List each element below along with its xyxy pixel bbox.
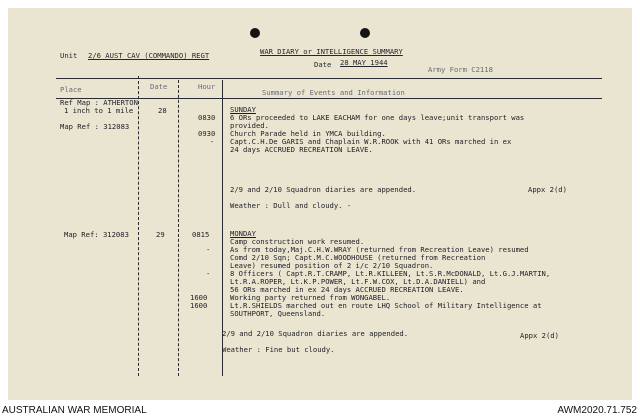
- hour: 1600: [190, 293, 208, 302]
- punch-hole-right: [360, 28, 370, 38]
- entry-text: 2/9 and 2/10 Squadron diaries are appended.: [230, 185, 417, 194]
- hour-dash: -: [206, 269, 211, 278]
- entry-text: Working party returned from WONGABEL.: [230, 293, 391, 302]
- place-map-ref-1: Map Ref : 312083: [60, 122, 130, 131]
- unit-value: 2/6 AUST CAV (COMMANDO) REGT: [88, 51, 210, 60]
- place-map-ref-2: Map Ref: 312083: [64, 230, 129, 239]
- hour: 0930: [198, 129, 216, 138]
- date-label: Date: [314, 60, 332, 69]
- hour: 0815: [192, 230, 210, 239]
- entry-text: Comd 2/10 Sqn; Capt.M.C.WOODHOUSE (returned from Recreation: [230, 253, 486, 262]
- entry-text: Camp construction work resumed.: [230, 237, 365, 246]
- col-sep-place: [138, 76, 139, 376]
- entry-text: 8 Officers ( Capt.R.T.CRAMP, Lt.R.KILLEEN, Lt.S.R.McDONALD, Lt.G.J.MARTIN,: [230, 269, 551, 278]
- weather-entry: Weather : Dull and cloudy. -: [230, 201, 352, 210]
- hour: 0830: [198, 113, 216, 122]
- entry-text: Leave) resumed position of 2 i/c 2/10 Squadron.: [230, 261, 434, 270]
- date-29: 29: [156, 230, 165, 239]
- appendix-ref-1: Appx 2(d): [528, 185, 567, 194]
- unit-label: Unit: [60, 51, 78, 60]
- place-ref-map: Ref Map : ATHERTON: [60, 98, 138, 107]
- entry-text: 2/9 and 2/10 Squadron diaries are appended.: [222, 329, 409, 338]
- hour-dash: -: [210, 137, 215, 146]
- punch-hole-left: [250, 28, 260, 38]
- entry-text: 56 ORs marched in ex 24 days ACCRUED RECREATION LEAVE.: [230, 285, 464, 294]
- entry-text: As from today,Maj.C.H.W.WRAY (returned from Recreation Leave) resumed: [230, 245, 529, 254]
- form-number: Army Form C2118: [428, 65, 493, 74]
- column-date: Date: [150, 82, 168, 91]
- entry-text: 6 ORs proceeded to LAKE EACHAM for one days leave;unit transport was: [230, 113, 525, 122]
- footer-accession: AWM2020.71.752: [557, 405, 637, 416]
- entry-text: Lt.R.A.ROPER, Lt.K.P.POWER, Lt.F.W.COX, Lt.D.A.DANIELL) and: [230, 277, 486, 286]
- hour: 1600: [190, 301, 208, 310]
- place-scale: 1 inch to 1 mile: [64, 106, 134, 115]
- entry-text: Lt.R.SHIELDS marched out en route LHQ School of Military Intelligence at: [230, 301, 542, 310]
- entry-text: 24 days ACCRUED RECREATION LEAVE.: [230, 145, 373, 154]
- date-28: 28: [158, 106, 167, 115]
- entry-text: Church Parade held in YMCA building.: [230, 129, 386, 138]
- column-hour: Hour: [198, 82, 216, 91]
- appendix-ref-2: Appx 2(d): [520, 331, 559, 340]
- entry-text: Capt.C.H.De GARIS and Chaplain W.R.ROOK with 41 ORs marched in ex: [230, 137, 512, 146]
- day-heading-monday: MONDAY: [230, 229, 256, 238]
- weather-entry: Weather : Fine but cloudy.: [222, 345, 335, 354]
- column-summary: Summary of Events and Information: [262, 88, 405, 97]
- footer-bar: [0, 402, 640, 418]
- date-value: 28 MAY 1944: [340, 58, 388, 67]
- entry-text: provided.: [230, 121, 269, 130]
- diary-title: WAR DIARY or INTELLIGENCE SUMMARY: [260, 47, 403, 56]
- col-sep-date: [178, 80, 179, 376]
- hour-dash: -: [206, 245, 211, 254]
- entry-text: SOUTHPORT, Queensland.: [230, 309, 326, 318]
- day-heading-sunday: SUNDAY: [230, 105, 256, 114]
- column-place: Place: [60, 85, 82, 94]
- footer-institution: AUSTRALIAN WAR MEMORIAL: [2, 405, 147, 416]
